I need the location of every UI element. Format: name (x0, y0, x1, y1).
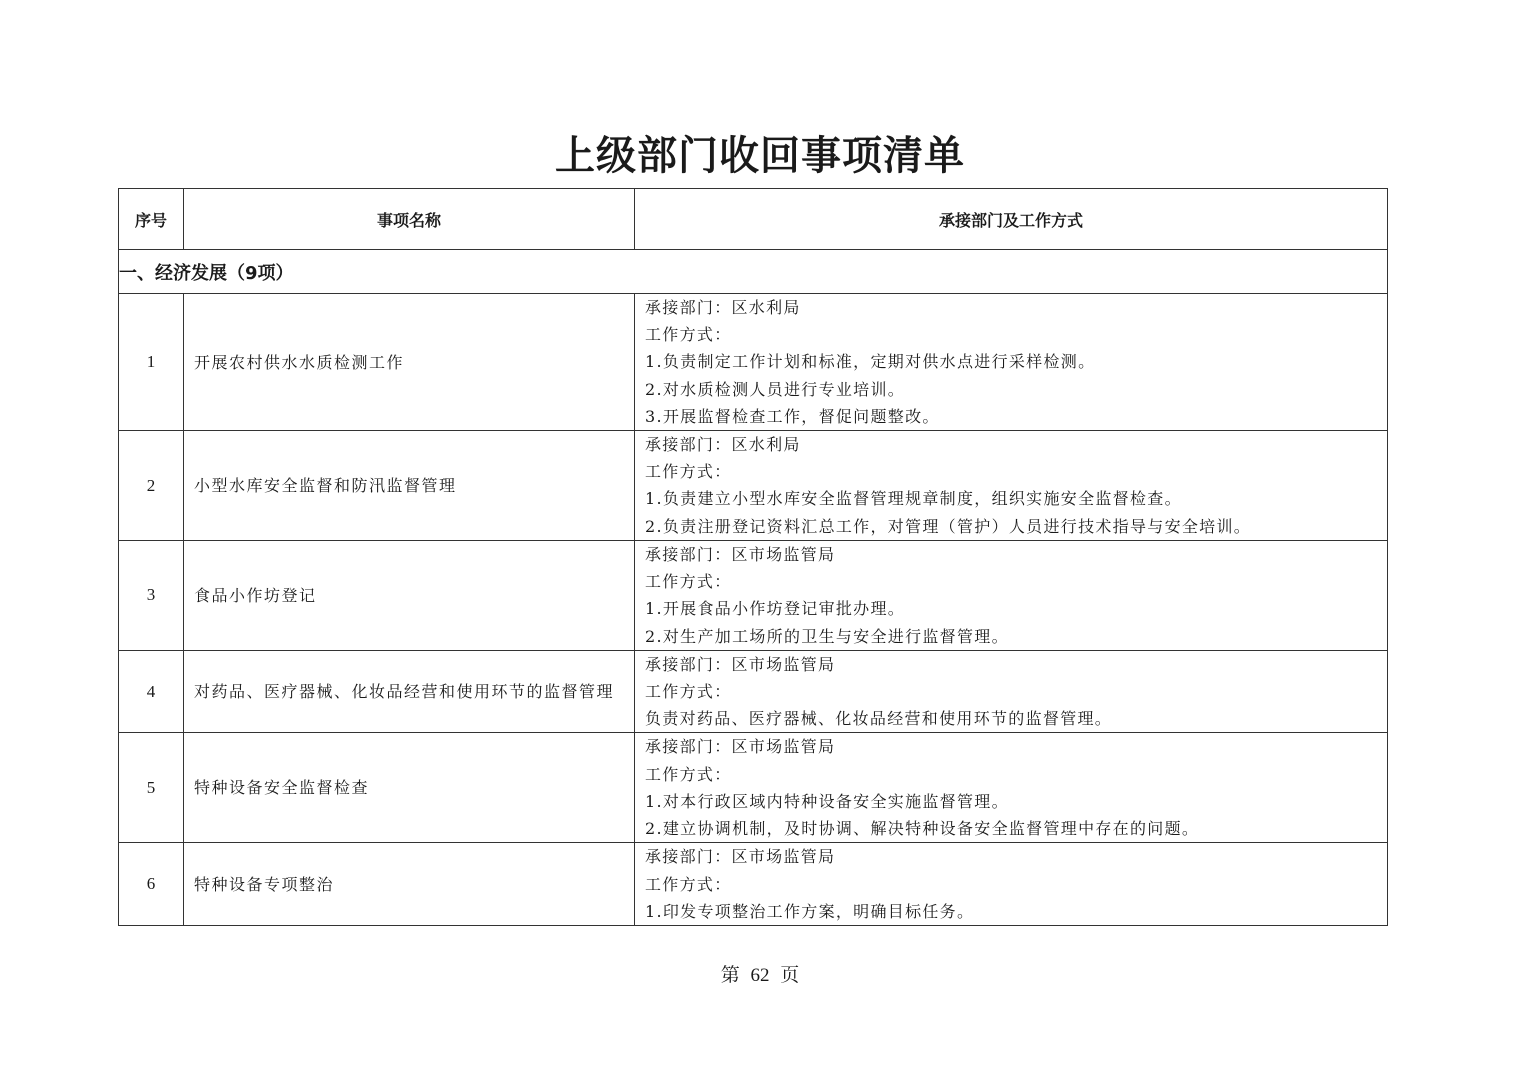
method-line: 承接部门：区水利局 (645, 435, 801, 455)
items-table (118, 188, 1388, 926)
table-row (119, 843, 1388, 926)
item-method (635, 541, 1388, 651)
row-number: 3 (119, 541, 184, 651)
item-method (635, 650, 1388, 733)
method-line: 1.印发专项整治工作方案，明确目标任务。 (645, 901, 975, 921)
table-header-row (119, 189, 1388, 250)
method-line: 1.开展食品小作坊登记审批办理。 (645, 599, 906, 619)
item-method (635, 733, 1388, 843)
item-method (635, 431, 1388, 541)
method-line: 承接部门：区市场监管局 (645, 847, 836, 867)
item-name: 开展农村供水水质检测工作 (184, 294, 635, 431)
method-line: 工作方式： (645, 325, 732, 345)
table-row (119, 733, 1388, 843)
item-name: 食品小作坊登记 (184, 541, 635, 651)
item-name: 对药品、医疗器械、化妆品经营和使用环节的监督管理 (184, 650, 635, 733)
table-row (119, 541, 1388, 651)
method-line: 2.负责注册登记资料汇总工作，对管理（管护）人员进行技术指导与安全培训。 (645, 516, 1252, 536)
header-name: 事项名称 (184, 189, 635, 250)
method-line: 承接部门：区市场监管局 (645, 545, 836, 565)
method-line: 承接部门：区市场监管局 (645, 737, 836, 757)
section-title: 一、经济发展（9项） (119, 250, 1388, 294)
method-line: 1.负责建立小型水库安全监督管理规章制度，组织实施安全监督检查。 (645, 489, 1182, 509)
section-row (119, 250, 1388, 294)
item-name: 特种设备专项整治 (184, 843, 635, 926)
table-row (119, 431, 1388, 541)
method-line: 负责对药品、医疗器械、化妆品经营和使用环节的监督管理。 (645, 709, 1113, 729)
header-method: 承接部门及工作方式 (635, 189, 1388, 250)
method-line: 承接部门：区市场监管局 (645, 654, 836, 674)
method-line: 工作方式： (645, 572, 732, 592)
method-line: 工作方式： (645, 682, 732, 702)
item-name: 特种设备安全监督检查 (184, 733, 635, 843)
method-line: 1.对本行政区域内特种设备安全实施监督管理。 (645, 791, 1009, 811)
document-title: 上级部门收回事项清单 (555, 132, 965, 179)
method-line: 1.负责制定工作计划和标准，定期对供水点进行采样检测。 (645, 352, 1096, 372)
row-number: 1 (119, 294, 184, 431)
row-number: 4 (119, 650, 184, 733)
row-number: 5 (119, 733, 184, 843)
row-number: 2 (119, 431, 184, 541)
method-line: 工作方式： (645, 764, 732, 784)
item-method (635, 843, 1388, 926)
method-line: 2.对水质检测人员进行专业培训。 (645, 379, 906, 399)
table-row (119, 650, 1388, 733)
page-number: 第 62 页 (720, 965, 800, 986)
row-number: 6 (119, 843, 184, 926)
method-line: 工作方式： (645, 874, 732, 894)
table-row (119, 294, 1388, 431)
header-no: 序号 (119, 189, 184, 250)
method-line: 工作方式： (645, 462, 732, 482)
method-line: 承接部门：区水利局 (645, 298, 801, 317)
method-line: 2.建立协调机制，及时协调、解决特种设备安全监督管理中存在的问题。 (645, 819, 1200, 839)
method-line: 3.开展监督检查工作，督促问题整改。 (645, 406, 940, 426)
item-method (635, 294, 1388, 431)
method-line: 2.对生产加工场所的卫生与安全进行监督管理。 (645, 626, 1009, 646)
item-name: 小型水库安全监督和防汛监督管理 (184, 431, 635, 541)
